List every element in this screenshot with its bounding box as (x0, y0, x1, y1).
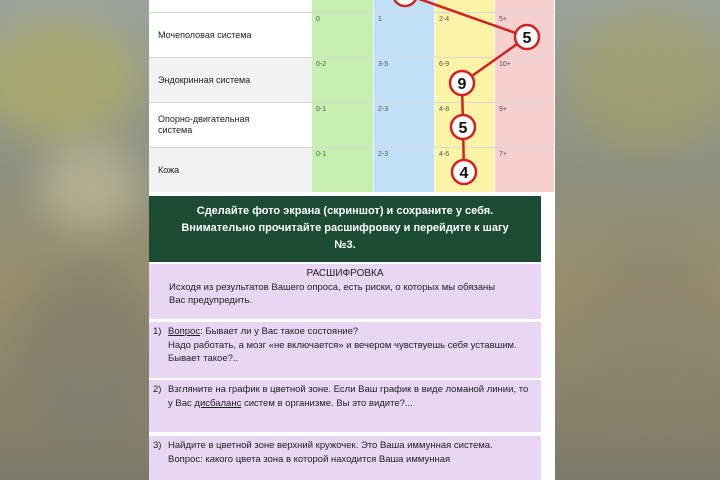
series-line (462, 37, 527, 172)
item-text (168, 325, 533, 366)
item-text-part: : Бывает ли у Вас такое состояние? (200, 326, 359, 337)
item-text-part: Надо работать, а мозг «не включается» и вечером чувствуешь себя уставшим. Бывает такое?.. (168, 339, 517, 364)
question-label: Вопрос (168, 326, 201, 337)
zone-cell: 5+ (495, 13, 555, 58)
decode-title: РАСШИФРОВКА (306, 268, 384, 279)
item-number: 2) (153, 384, 162, 395)
item-text-part: Найдите в цветной зоне верхний кружочек. Это Ваша иммунная система. (168, 440, 493, 451)
zone-cell: 0-1 (312, 103, 374, 147)
background-foliage (40, 140, 140, 230)
zone-cell: 2-3 (374, 148, 435, 192)
list-item (149, 436, 541, 480)
banner-line: №3. (334, 239, 356, 251)
item-text-part: Взгляните на график в цветной зоне. Если Ваш график в виде ломаной линии, то у Вас (168, 384, 529, 409)
item-text (168, 439, 533, 466)
decode-intro: Исходя из результатов Вашего опроса, есть риски, о которых мы обязаны Вас предупредить. (169, 281, 496, 306)
zone-cell: 6-9 (435, 58, 495, 102)
marker-chart (149, 0, 555, 192)
zone-cell: 10+ (495, 58, 555, 102)
marker-circle-partial (393, 0, 417, 6)
banner-line: Сделайте фото экрана (скриншот) и сохраните у себя. (196, 205, 494, 217)
results-table (149, 0, 555, 192)
zone-cell: 0-1 (312, 148, 374, 192)
row-label: Эндокринная система (149, 58, 312, 102)
zone-cell: 2-3 (374, 103, 435, 147)
content-panel (149, 0, 555, 480)
item-number: 3) (153, 440, 162, 451)
list-item (149, 322, 541, 378)
marker-value-label: 5 (458, 120, 468, 137)
marker-value-label: 4 (459, 165, 469, 182)
item-text-part: Вопрос: какого цвета зона в которой находится Ваша иммунная (168, 453, 451, 465)
instruction-banner (149, 196, 541, 262)
series-line-segment (405, 0, 527, 37)
background-foliage (570, 10, 720, 150)
zone-cell: 0 (312, 13, 374, 58)
zone-cell: 2-4 (435, 13, 495, 58)
row-label: Мочеполовая система (158, 30, 252, 40)
banner-line: Внимательно прочитайте расшифровку и перейдите к шагу (181, 222, 509, 234)
list-item (149, 380, 541, 432)
zone-cell: 1 (374, 13, 435, 58)
item-text-part: систем в организме. Вы это видите?... (241, 397, 413, 409)
zone-cell: 4-6 (435, 148, 495, 192)
row-label: Кожа (149, 148, 312, 192)
background-foliage (0, 20, 140, 140)
decode-box (149, 264, 541, 319)
marker-value-label: 5 (522, 30, 532, 47)
marker-value-label: 9 (457, 76, 467, 93)
zone-cell: 3-5 (374, 58, 435, 102)
background-foliage (580, 240, 720, 440)
item-text (168, 383, 533, 410)
zone-cell: 7+ (495, 148, 555, 192)
item-number: 1) (153, 326, 162, 337)
zone-cell: 9+ (495, 103, 555, 147)
background-foliage (20, 260, 160, 440)
zone-cell: 0-2 (312, 58, 374, 102)
imbalance-term: дисбаланс (194, 397, 242, 409)
zone-cell: 4-8 (435, 103, 495, 147)
row-label: Опорно-двигательная система (158, 114, 250, 135)
